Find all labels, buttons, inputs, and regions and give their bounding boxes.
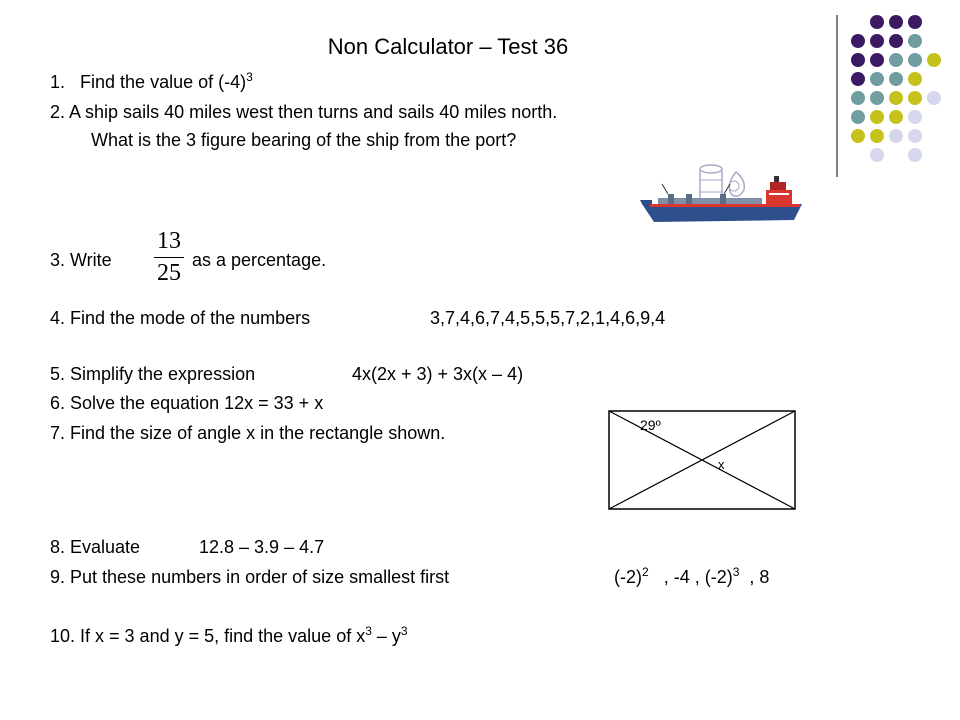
ship-illustration [638, 160, 806, 230]
question-4-numbers: 3,7,4,6,7,4,5,5,5,7,2,1,4,6,9,4 [430, 308, 666, 328]
decorative-dot [908, 110, 922, 124]
question-7-text: 7. Find the size of angle x in the rectangle shown. [50, 423, 446, 443]
decorative-dot [908, 15, 922, 29]
question-1-exponent: 3 [246, 70, 253, 84]
question-9-numbers [614, 566, 769, 588]
decorative-dot [889, 15, 903, 29]
rectangle-diagram [606, 408, 798, 512]
number-separator-1: , -4 , (-2) [663, 567, 733, 587]
number-1-base: (-2) [614, 567, 642, 587]
decorative-dot [870, 129, 884, 143]
question-10-text: 10. If x = 3 and y = 5, find the value of x [50, 626, 366, 646]
decorative-divider [836, 15, 838, 177]
number-separator-2: , 8 [749, 567, 770, 587]
decorative-dot [851, 72, 865, 86]
fraction-denominator: 25 [157, 260, 181, 286]
decorative-dot [870, 34, 884, 48]
decorative-dot [870, 72, 884, 86]
question-6-text: 6. Solve the equation 12x = 33 + x [50, 393, 324, 413]
decorative-dot [908, 72, 922, 86]
number-3-exponent: 3 [732, 565, 740, 579]
angle-label: 29º [640, 417, 661, 433]
question-3-suffix: as a percentage. [192, 250, 327, 270]
question-10-exponent-2: 3 [400, 624, 408, 638]
decorative-dot [889, 72, 903, 86]
decorative-dot [908, 148, 922, 162]
decorative-dot [889, 53, 903, 67]
question-5-expression: 4x(2x + 3) + 3x(x – 4) [352, 364, 524, 384]
decorative-dot [870, 148, 884, 162]
decorative-dot [870, 15, 884, 29]
decorative-dot [908, 34, 922, 48]
question-8-expression: 12.8 – 3.9 – 4.7 [199, 537, 325, 557]
decorative-dot [908, 129, 922, 143]
question-3-prefix: 3. Write [50, 250, 112, 270]
decorative-dot [889, 129, 903, 143]
question-8-text: 8. Evaluate [50, 537, 141, 557]
page-title: Non Calculator – Test 36 [327, 34, 569, 59]
question-10 [50, 625, 408, 647]
number-1-exponent: 2 [642, 565, 649, 579]
decorative-dot [851, 110, 865, 124]
question-2-line-2: What is the 3 figure bearing of the ship from the port? [91, 130, 517, 150]
decorative-dot [851, 129, 865, 143]
angle-x-label: x [718, 457, 725, 472]
decorative-dot [851, 53, 865, 67]
decorative-dot [889, 91, 903, 105]
decorative-dot [889, 34, 903, 48]
question-5-text: 5. Simplify the expression [50, 364, 256, 384]
question-9-text: 9. Put these numbers in order of size smallest first [50, 567, 450, 587]
question-10-exponent-1: 3 [365, 624, 372, 638]
question-1 [50, 71, 253, 93]
fraction-bar [154, 257, 184, 258]
decorative-dot [927, 53, 941, 67]
fraction-numerator: 13 [157, 228, 181, 254]
decorative-dot [927, 91, 941, 105]
decorative-dot [889, 110, 903, 124]
question-4-text: 4. Find the mode of the numbers [50, 308, 311, 328]
question-10-middle: – y [371, 626, 401, 646]
decorative-dot [870, 91, 884, 105]
decorative-dot [908, 91, 922, 105]
decorative-dot [908, 53, 922, 67]
question-2-line-1: 2. A ship sails 40 miles west then turns and sails 40 miles north. [50, 102, 558, 122]
question-1-number: 1. [50, 72, 66, 92]
decorative-dot [870, 110, 884, 124]
decorative-dot [851, 91, 865, 105]
decorative-dot [870, 53, 884, 67]
decorative-dot [851, 34, 865, 48]
question-1-text: Find the value of (-4) [80, 72, 247, 92]
